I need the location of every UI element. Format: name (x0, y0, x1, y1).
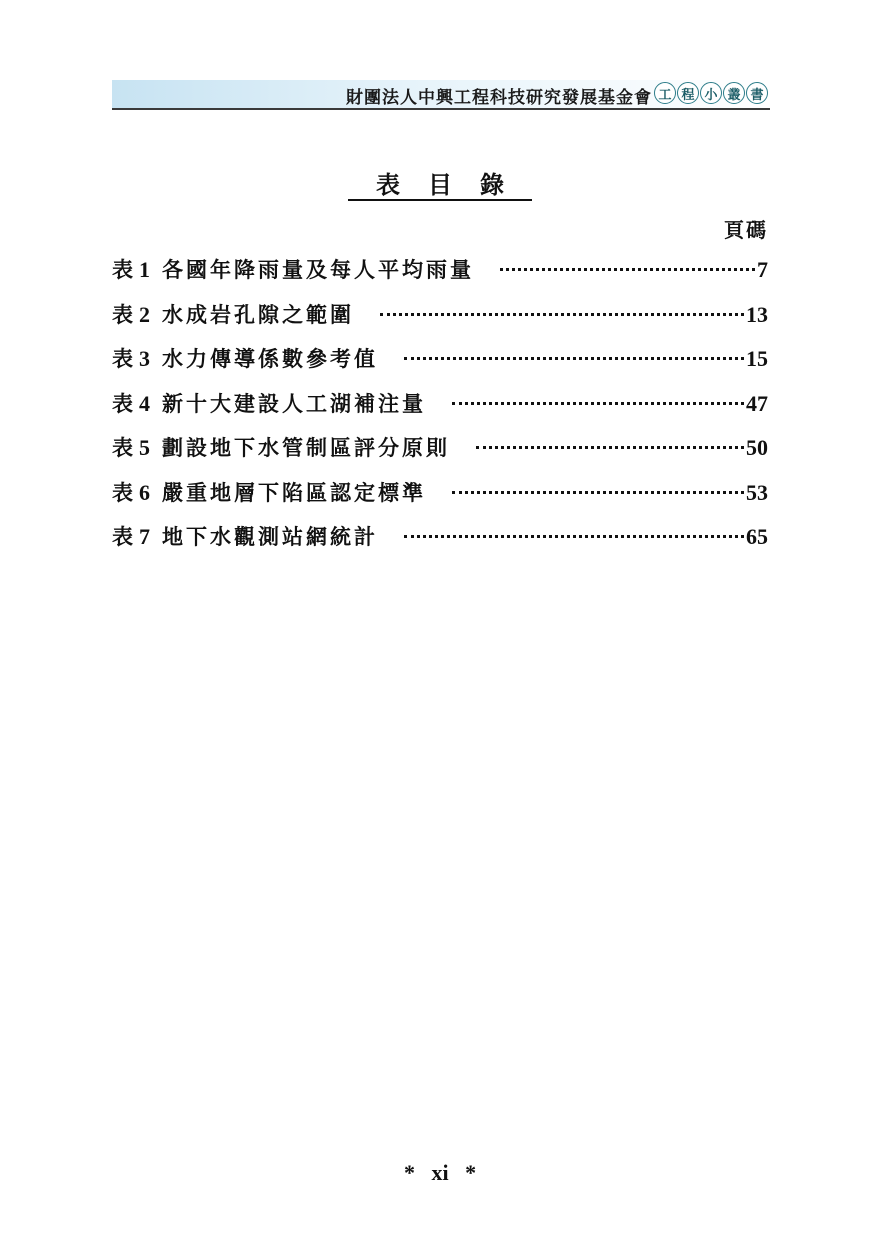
entry-page: 7 (757, 257, 768, 282)
dot-leader (500, 268, 755, 271)
entry-prefix: 表 (112, 390, 133, 416)
entry-page: 65 (746, 524, 768, 549)
entry-prefix: 表 (112, 257, 133, 282)
dot-leader (452, 402, 744, 405)
entry-page: 53 (746, 479, 768, 505)
footer-left-mark: * (403, 1160, 415, 1185)
page-column-label: 頁碼 (724, 218, 768, 242)
series-badge (654, 82, 768, 104)
series-char: 工 (654, 82, 676, 104)
entry-page: 50 (746, 435, 768, 460)
entry-page: 13 (746, 301, 768, 327)
entry-number: 3 (139, 346, 150, 371)
footer-right-mark: * (465, 1160, 477, 1185)
entry-title: 各國年降雨量及每人平均雨量 (162, 257, 474, 282)
toc-entry[interactable] (112, 254, 768, 299)
toc-entry[interactable] (112, 432, 768, 477)
dot-leader (380, 313, 744, 316)
entry-title: 水力傳導係數參考值 (162, 346, 378, 371)
entry-prefix: 表 (112, 479, 133, 505)
toc-entry[interactable] (112, 343, 768, 388)
entry-title: 水成岩孔隙之範圍 (162, 301, 354, 327)
series-char: 小 (700, 82, 722, 104)
toc-entry[interactable] (112, 521, 768, 566)
dot-leader (452, 491, 744, 494)
entry-number: 1 (139, 257, 150, 282)
entry-prefix: 表 (112, 435, 133, 460)
entry-number: 2 (139, 301, 150, 327)
dot-leader (476, 446, 744, 449)
page-number: xi (431, 1160, 449, 1185)
page-footer (0, 1160, 880, 1186)
toc-entry[interactable] (112, 299, 768, 344)
entry-prefix: 表 (112, 346, 133, 371)
entry-title: 劃設地下水管制區評分原則 (162, 435, 450, 460)
organization-name: 財團法人中興工程科技研究發展基金會 (346, 88, 652, 108)
entry-number: 5 (139, 435, 150, 460)
entry-page: 47 (746, 390, 768, 416)
page-title-text: 表目錄 (348, 170, 532, 201)
entry-number: 7 (139, 524, 150, 549)
entry-number: 4 (139, 390, 150, 416)
entry-prefix: 表 (112, 301, 133, 327)
toc-entry[interactable] (112, 477, 768, 522)
entry-prefix: 表 (112, 524, 133, 549)
table-of-tables (112, 254, 768, 566)
page-title (0, 168, 880, 202)
dot-leader (404, 357, 744, 360)
entry-number: 6 (139, 479, 150, 505)
toc-entry[interactable] (112, 388, 768, 433)
entry-page: 15 (746, 346, 768, 371)
series-char: 程 (677, 82, 699, 104)
entry-title: 新十大建設人工湖補注量 (162, 390, 426, 416)
running-header (112, 80, 770, 110)
entry-title: 嚴重地層下陷區認定標準 (162, 479, 426, 505)
dot-leader (404, 535, 744, 538)
series-char: 叢 (723, 82, 745, 104)
entry-title: 地下水觀測站網統計 (162, 524, 378, 549)
series-char: 書 (746, 82, 768, 104)
